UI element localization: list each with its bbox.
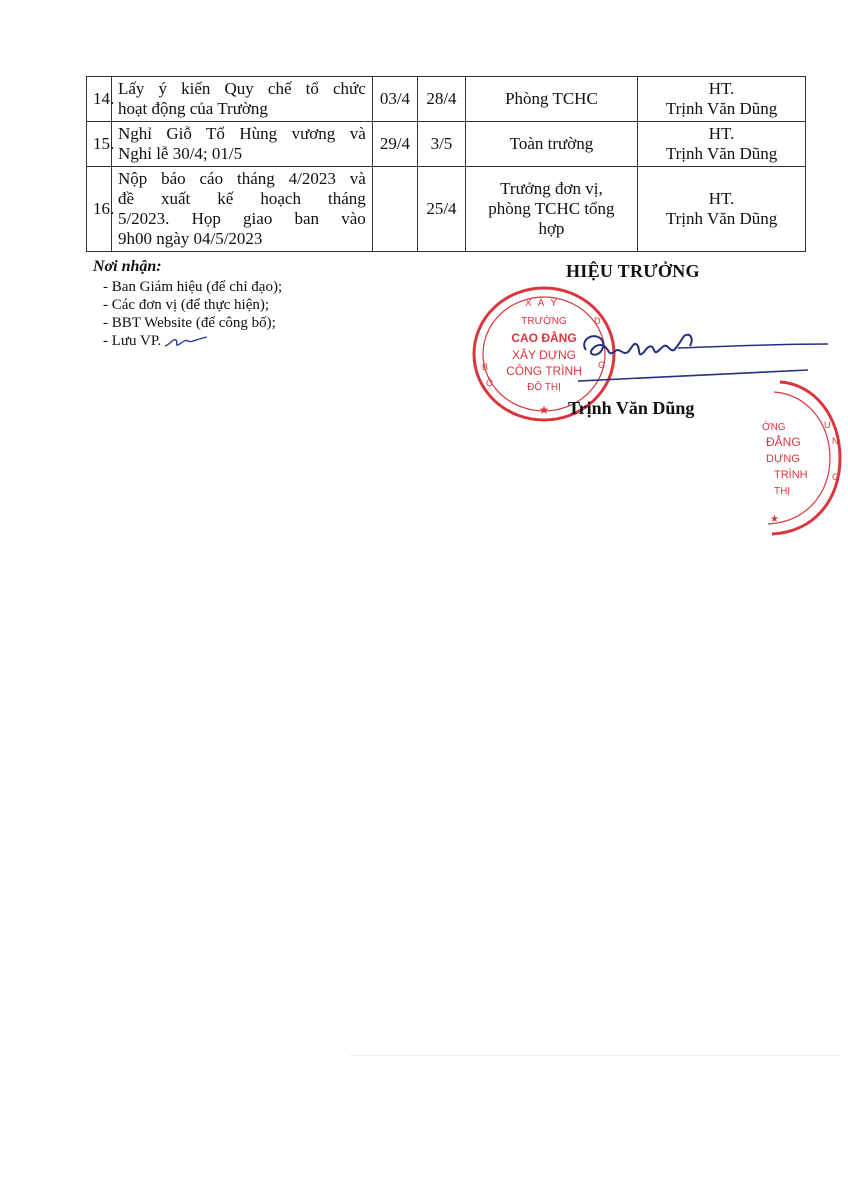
unit-line: Toàn trường — [509, 134, 594, 153]
svg-text:DỰNG: DỰNG — [766, 453, 800, 465]
responsible-unit — [465, 77, 637, 122]
owner-name: Trịnh Văn Dũng — [665, 99, 778, 118]
row-number: 15. — [87, 122, 112, 167]
svg-text:★: ★ — [770, 514, 779, 525]
start-date — [372, 167, 417, 252]
svg-text:D: D — [594, 316, 601, 326]
owner — [638, 122, 806, 167]
unit-line: phòng TCHC tổng — [488, 199, 615, 218]
work-plan-table — [86, 76, 806, 252]
svg-text:XÂY: XÂY — [524, 298, 564, 309]
task-description — [111, 77, 372, 122]
svg-text:XÂY DỰNG: XÂY DỰNG — [511, 348, 577, 362]
owner — [638, 167, 806, 252]
task-line: hoạt động của Trường — [117, 99, 268, 118]
svg-text:B: B — [482, 362, 489, 372]
task-line: Lấy ý kiến Quy chế tổ chức — [117, 79, 366, 98]
signer-name: Trịnh Văn Dũng — [568, 398, 695, 418]
svg-text:G: G — [598, 360, 606, 370]
svg-text:TRƯỜNG: TRƯỜNG — [521, 316, 567, 327]
end-date: 3/5 — [418, 122, 466, 167]
svg-text:N: N — [832, 436, 839, 446]
svg-text:ĐÔ THỊ: ĐÔ THỊ — [527, 382, 561, 393]
svg-text:ĐẲNG: ĐẲNG — [766, 435, 801, 449]
svg-text:CÔNG TRÌNH: CÔNG TRÌNH — [506, 364, 582, 378]
recipient-item: - Các đơn vị (để thực hiện); — [103, 297, 270, 313]
responsible-unit — [465, 167, 637, 252]
row-number: 14. — [87, 77, 112, 122]
svg-text:THỊ: THỊ — [774, 486, 791, 497]
task-description — [111, 167, 372, 252]
signer-title: HIỆU TRƯỞNG — [566, 261, 700, 281]
owner-role: HT. — [708, 189, 735, 208]
row-number: 16. — [87, 167, 112, 252]
task-line: 9h00 ngày 04/5/2023 — [117, 229, 263, 248]
recipients-block — [93, 258, 282, 350]
svg-text:ỜNG: ỜNG — [762, 422, 786, 433]
task-line: Nghỉ Giỗ Tổ Hùng vương và — [117, 124, 366, 143]
responsible-unit — [465, 122, 637, 167]
start-date: 29/4 — [372, 122, 417, 167]
owner-name: Trịnh Văn Dũng — [665, 209, 778, 228]
task-line: Nghỉ lễ 30/4; 01/5 — [117, 144, 243, 163]
task-line: Nộp báo cáo tháng 4/2023 và — [117, 169, 366, 188]
scan-artifact-line — [350, 1055, 840, 1056]
official-seal-partial-icon — [752, 380, 844, 536]
unit-line: Phòng TCHC — [505, 89, 598, 108]
unit-line: Trưởng đơn vị, — [500, 179, 603, 198]
recipients-list — [93, 278, 282, 350]
svg-text:CAO ĐẲNG: CAO ĐẲNG — [511, 331, 577, 345]
end-date: 28/4 — [418, 77, 466, 122]
task-line: 5/2023. Họp giao ban vào — [117, 209, 366, 228]
table-row — [87, 77, 806, 122]
initials-signature-icon — [163, 334, 209, 350]
recipient-item — [103, 332, 282, 350]
end-date: 25/4 — [418, 167, 466, 252]
unit-line: hợp — [538, 219, 565, 238]
owner-role: HT. — [708, 124, 735, 143]
svg-text:TRÌNH: TRÌNH — [774, 469, 808, 481]
svg-text:G: G — [832, 472, 840, 482]
owner — [638, 77, 806, 122]
start-date: 03/4 — [372, 77, 417, 122]
table-row — [87, 167, 806, 252]
recipient-item: - Ban Giám hiệu (để chỉ đạo); — [103, 279, 283, 295]
svg-text:Ộ: Ộ — [486, 378, 494, 388]
owner-role: HT. — [708, 79, 735, 98]
recipient-text: - Lưu VP. — [103, 333, 162, 349]
table-row — [87, 122, 806, 167]
handwritten-signature-icon — [578, 322, 832, 386]
svg-text:U: U — [824, 420, 831, 430]
owner-name: Trịnh Văn Dũng — [665, 144, 778, 163]
svg-text:★: ★ — [538, 403, 550, 417]
task-description — [111, 122, 372, 167]
recipient-item: - BBT Website (để công bố); — [103, 315, 276, 331]
recipients-title: Nơi nhận: — [93, 258, 162, 275]
task-line: đề xuất kế hoạch tháng — [117, 189, 366, 208]
